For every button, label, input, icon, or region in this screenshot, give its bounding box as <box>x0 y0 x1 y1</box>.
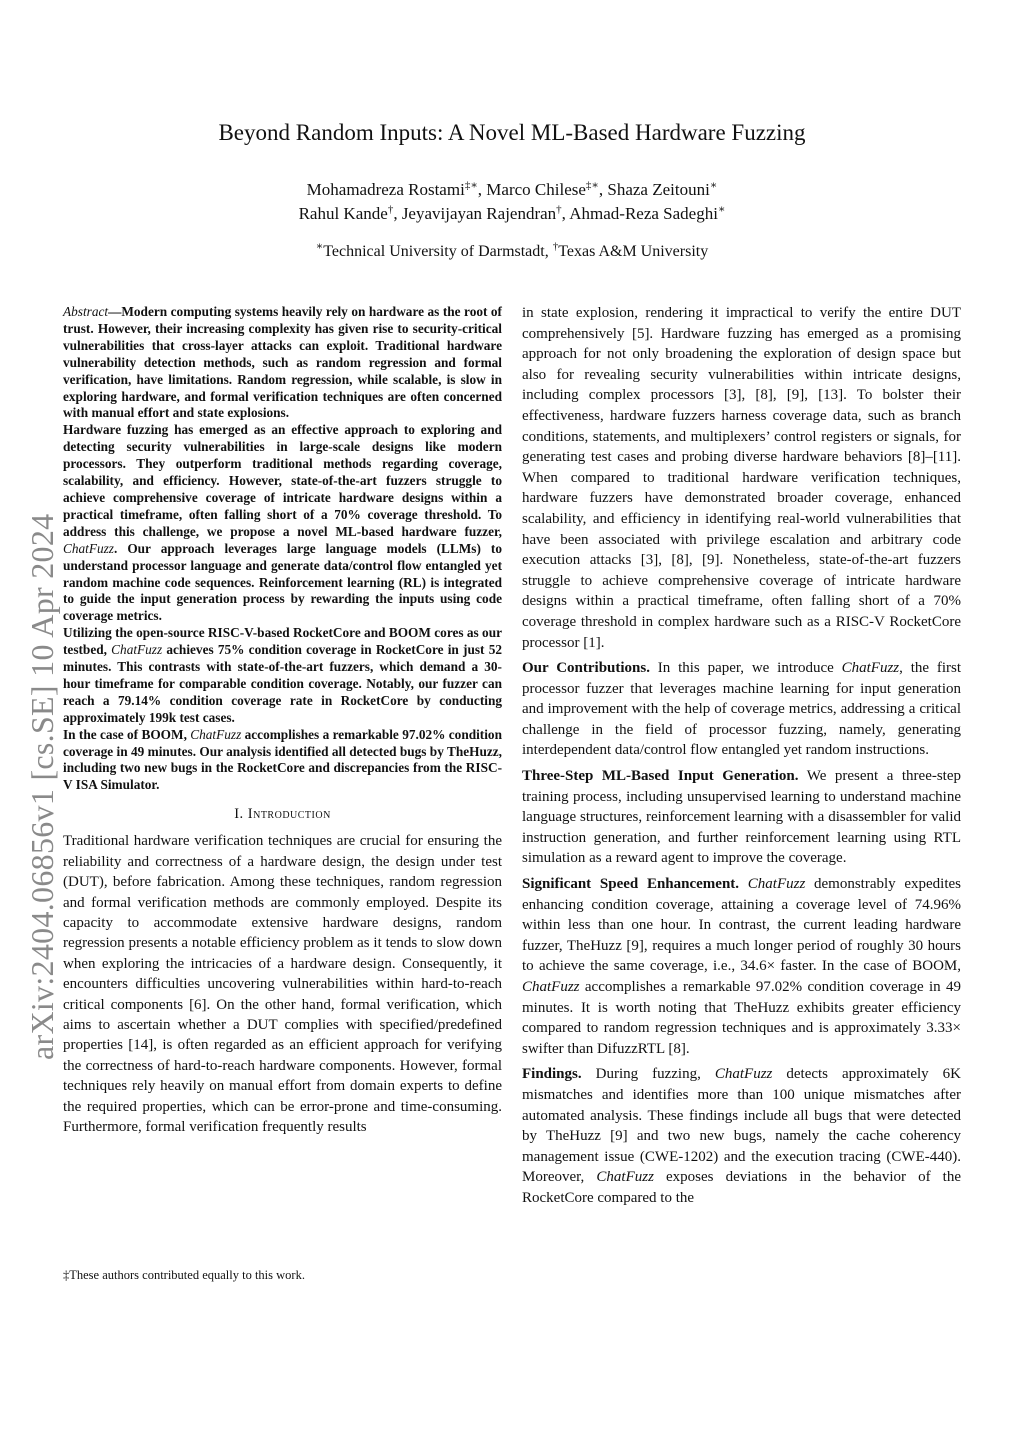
author-name: Mohamadreza Rostami <box>306 180 465 199</box>
system-name: ChatFuzz <box>190 726 242 742</box>
right-column <box>522 303 961 1214</box>
intro-paragraph: Traditional hardware verification techniques are crucial for ensuring the reliability and correctness of a hardware design, the design under test (DUT), before fabrication. Among these techniques, random regression and formal verification methods are commonly employed. Despite its capacity to accommodate extensive hardware designs, random regression presents a notable efficiency problem as it tends to slow down when exploring the intricacies of a hardware design. Consequently, it encounters difficulties uncovering vulnerabilities within hard-to-reach critical components [6]. On the other hand, formal verification, which aims to ascertain whether a DUT complies with specified/predefined properties [14], is often regarded as an efficient approach for verifying the correctness of hard-to-reach hardware components. However, formal techniques rely heavily on manual effort from domain experts to define the required properties, which can be error-prone and time-consuming. Furthermore, formal verification frequently results <box>63 833 502 1135</box>
author-mark: ‡∗ <box>464 179 478 192</box>
authors-line-1 <box>0 178 1024 202</box>
paper-title: Beyond Random Inputs: A Novel ML-Based Hardware Fuzzing <box>218 120 806 145</box>
abstract-text: . Our approach leverages large language models (LLMs) to understand processor language and generate data/control flow entangled yet random machine code sequences. Reinforcement learning (RL) is integrated to guide the input generation process by rewarding the inputs using code coverage metrics. <box>63 540 502 624</box>
author-name: , Ahmad-Reza Sadeghi <box>561 204 718 223</box>
authors-line-2 <box>0 202 1024 226</box>
system-name: ChatFuzz <box>596 1169 654 1186</box>
paragraph-heading: Findings. <box>522 1066 582 1083</box>
body-text: demonstrably expedites enhancing condition coverage, attaining a coverage level of 74.96% within less than one hour. In contrast, the current leading hardware fuzzer, TheHuzz [9], requires a much longer period of roughly 30 hours to achieve the same coverage, i.e., 34.6× faster. In the case of BOOM, <box>522 876 962 975</box>
system-name: ChatFuzz <box>111 642 163 658</box>
footnote: ‡These authors contributed equally to this work. <box>63 1268 305 1282</box>
abstract-text: accomplishes a remarkable 97.02% condition coverage in 49 minutes. Our analysis identified all detected bugs by TheHuzz, including two new bugs in the RocketCore and discrepancies from the RISC-V ISA Simulator. <box>63 726 502 793</box>
body-text: , the first processor fuzzer that leverages machine learning for input generation and improvement with the help of coverage metrics, addressing a critical challenge in the field of processor fuzzing, namely, generating interdependent data/control flow entangled yet random instructions. <box>522 660 961 759</box>
abstract-paragraph <box>63 625 502 726</box>
abstract <box>63 304 502 794</box>
system-name: ChatFuzz <box>714 1066 773 1083</box>
abstract-paragraph <box>63 727 502 795</box>
abstract-text: —Modern computing systems heavily rely on hardware as the root of trust. However, their increasing complexity has given rise to security-critical vulnerabilities that cross-layer attacks can exploit. Traditional hardware vulnerability detection methods, such as random regression and formal verification, have limitations. Random regression, while scalable, is slow in exploring hardware, and formal verification techniques are often concerned with manual effort and state explosions. <box>63 304 502 421</box>
findings-paragraph <box>522 1064 961 1208</box>
affiliations <box>0 240 1024 261</box>
abstract-text: achieves 75% condition coverage in RocketCore in just 52 minutes. This contrasts with state-of-the-art fuzzers, which demand a 30-hour timeframe for comparable condition coverage. Notably, our fuzzer can reach a 79.14% condition coverage rate in RocketCore by conducting approximately 199k test cases. <box>63 642 502 725</box>
body-text: accomplishes a remarkable 97.02% condition coverage in 49 minutes. It is worth noting that TheHuzz exhibits greater efficiency compared to random regression techniques and is approximately 3.33× swifter than DifuzzRTL [8]. <box>522 979 961 1057</box>
contributions-paragraph <box>522 658 961 761</box>
body-text: During fuzzing, <box>581 1066 715 1083</box>
abstract-label: Abstract <box>63 304 109 319</box>
abstract-text: Hardware fuzzing has emerged as an effective approach to exploring and detecting security vulnerabilities in large-scale designs like modern processors. They outperform traditional methods regarding coverage, scalability, and efficiency. However, state-of-the-art fuzzers struggle to achieve comprehensive coverage of intricate hardware designs within a practical timeframe, often falling short of a 70% coverage threshold. To address this challenge, we propose a novel ML-based hardware fuzzer, <box>63 422 502 539</box>
author-list <box>0 178 1024 226</box>
abstract-paragraph <box>63 304 502 422</box>
author-name: , Marco Chilese <box>477 180 586 199</box>
system-name: ChatFuzz <box>747 876 806 893</box>
affil-text: Technical University of Darmstadt, <box>323 243 553 260</box>
arxiv-stamp: arXiv:2404.06856v1 [cs.SE] 10 Apr 2024 <box>24 513 60 1060</box>
left-column <box>63 304 502 1137</box>
system-name: ChatFuzz <box>63 540 114 556</box>
system-name: ChatFuzz <box>841 660 900 677</box>
body-text: exposes deviations in the behavior of the RocketCore compared to the <box>522 1169 961 1206</box>
affil-text: Texas A&M University <box>558 243 709 260</box>
paragraph-heading: Our Contributions. <box>522 660 650 677</box>
author-mark: † <box>387 203 394 216</box>
body-text: In this paper, we introduce <box>649 660 842 677</box>
author-mark: ‡∗ <box>585 179 599 192</box>
three-step-paragraph <box>522 766 961 869</box>
abstract-text: In the case of BOOM, <box>63 726 191 742</box>
paragraph-heading: Three-Step ML-Based Input Generation. <box>522 768 799 785</box>
abstract-paragraph <box>63 422 502 625</box>
body-text: detects approximately 6K mismatches and identifies more than 100 unique mismatches after automated analysis. These findings include all bugs that were detected by TheHuzz [9] and two new bugs, namely the cache coherency management issue (CWE-1202) and the execution tracing (CWE-440). Moreover, <box>522 1066 961 1186</box>
section-heading-introduction: I. Introduction <box>234 806 331 823</box>
author-mark: † <box>556 203 562 216</box>
affil-mark: † <box>552 240 559 253</box>
paragraph-heading: Significant Speed Enhancement. <box>522 876 740 893</box>
author-mark: ∗ <box>709 179 718 192</box>
author-name: , Shaza Zeitouni <box>598 180 710 199</box>
abstract-text: Utilizing the open-source RISC-V-based RocketCore and BOOM cores as our testbed, <box>63 625 502 658</box>
speed-paragraph <box>522 874 961 1059</box>
author-mark: ∗ <box>717 203 726 216</box>
affil-mark: ∗ <box>315 240 324 253</box>
system-name: ChatFuzz <box>522 979 580 995</box>
author-name: , Jeyavijayan Rajendran <box>393 204 557 223</box>
author-name: Rahul Kande <box>298 204 388 223</box>
body-text: We present a three-step training process, including unsupervised learning to understand machine language structures, reinforcement learning with a disassembler for valid instruction generation, and further reinforcement learning using RTL simulation as a reward agent to improve the coverage. <box>522 768 962 867</box>
body-paragraph: in state explosion, rendering it impractical to verify the entire DUT comprehensively [5]. Hardware fuzzing has emerged as a promising approach for not only broadening the exploration of design space but also for revealing security vulnerabilities within intricate designs, including complex processors [3], [8], [9], [13]. To bolster their effectiveness, hardware fuzzers harness coverage data, such as branch conditions, statements, and multiplexers’ control registers or signals, for generating test cases and probing diverse hardware behaviors [8]–[11]. When compared to traditional hardware verification techniques, hardware fuzzers have demonstrated broader coverage, enhanced scalability, and efficiency in identifying real-world vulnerabilities that have been associated with privilege escalation and arbitrary code execution attacks [3], [8], [9]. Nonetheless, state-of-the-art fuzzers struggle to achieve comprehensive coverage of intricate hardware designs within a practical timeframe, often falling short of a 70% coverage threshold in complex hardware such as a RISC-V RocketCore processor [1]. <box>522 305 961 651</box>
